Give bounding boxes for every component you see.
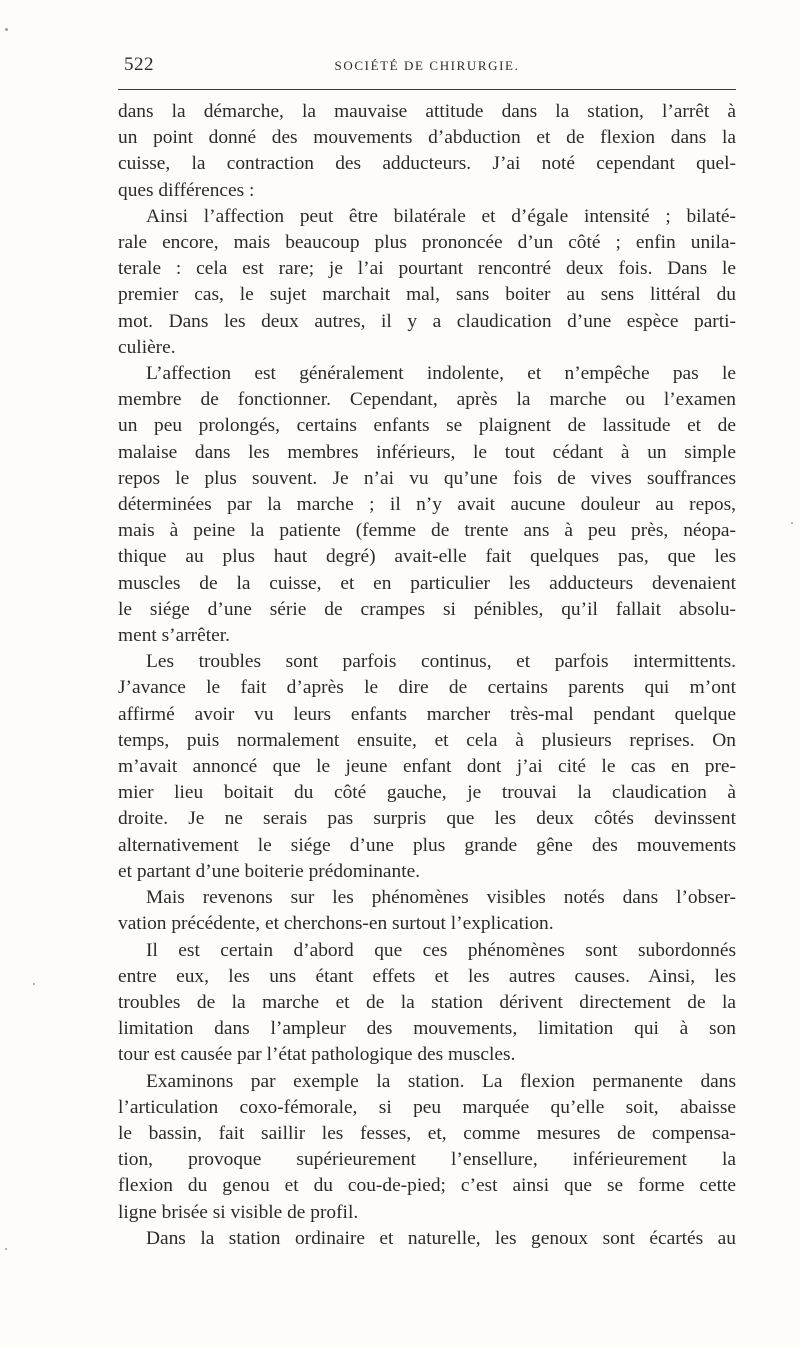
paragraph <box>118 1069 736 1226</box>
text-line: un peu prolongés, certains enfants se plaignent de lassitude et de <box>118 415 736 437</box>
text-line: muscles de la cuisse, et en particulier les adducteurs devenaient <box>118 572 736 594</box>
text-line: membre de fonctionner. Cependant, après la marche ou l’examen <box>118 389 736 411</box>
text-line: droite. Je ne serais pas surpris que les deux côtés devinssent <box>118 808 736 830</box>
text-line: limitation dans l’ampleur des mouvements, limitation qui à son <box>118 1018 736 1040</box>
text-line: tour est causée par l’état pathologique des muscles. <box>118 1044 516 1066</box>
paragraph <box>118 361 736 649</box>
text-line: l’articulation coxo-fémorale, si peu marquée qu’elle soit, abaisse <box>118 1096 736 1118</box>
text-line: entre eux, les uns étant effets et les autres causes. Ainsi, les <box>118 965 736 987</box>
text-line: cuisse, la contraction des adducteurs. J’ai noté cependant quel- <box>118 153 736 175</box>
text-line: rale encore, mais beaucoup plus prononcée d’un côté ; enfin unila- <box>118 232 736 254</box>
header-rule <box>118 89 736 90</box>
text-line: le siége d’une série de crampes si pénibles, qu’il fallait absolu- <box>118 598 736 620</box>
text-line: Examinons par exemple la station. La flexion permanente dans <box>146 1070 736 1092</box>
text-line: J’avance le fait d’après le dire de certains parents qui m’ont <box>118 677 736 699</box>
text-line: et partant d’une boiterie prédominante. <box>118 860 421 882</box>
text-line: déterminées par la marche ; il n’y avait aucune douleur au repos, <box>118 494 736 516</box>
text-line: ques différences : <box>118 179 255 201</box>
text-line: flexion du genou et du cou-de-pied; c’est ainsi que se forme cette <box>118 1175 736 1197</box>
print-speck <box>791 522 793 524</box>
paragraph <box>118 99 736 204</box>
page-number: 522 <box>124 54 154 75</box>
paragraph <box>118 885 736 937</box>
print-speck <box>33 983 35 985</box>
text-line: culière. <box>118 336 176 358</box>
text-line: dans la démarche, la mauvaise attitude dans la station, l’arrêt à <box>118 101 736 122</box>
text-line: ligne brisée si visible de profil. <box>118 1201 359 1223</box>
print-speck <box>5 28 8 31</box>
text-line: terale : cela est rare; je l’ai pourtant rencontré deux fois. Dans le <box>118 258 736 280</box>
paragraph <box>118 938 736 1069</box>
text-line: L’affection est généralement indolente, et n’empêche pas le <box>146 363 736 385</box>
text-line: temps, puis normalement ensuite, et cela à plusieurs reprises. On <box>118 729 736 751</box>
text-line: alternativement le siége d’une plus grande gêne des mouvements <box>118 834 736 856</box>
text-line: troubles de la marche et de la station dérivent directement de la <box>118 991 736 1013</box>
text-line: mot. Dans les deux autres, il y a claudication d’une espèce parti- <box>118 310 736 332</box>
text-line: Dans la station ordinaire et naturelle, les genoux sont écartés au <box>146 1227 736 1249</box>
text-line: le bassin, fait saillir les fesses, et, comme mesures de compensa- <box>118 1122 736 1144</box>
text-line: thique au plus haut degré) avait-elle fait quelques pas, que les <box>118 546 736 568</box>
text-line: mier lieu boitait du côté gauche, je trouvai la claudication à <box>118 782 736 804</box>
running-title: SOCIÉTÉ DE CHIRURGIE. <box>334 58 520 73</box>
paragraph <box>118 204 736 361</box>
text-line: vation précédente, et cherchons-en surtout l’explication. <box>118 913 554 935</box>
text-line: repos le plus souvent. Je n’ai vu qu’une fois de vives souffrances <box>118 467 736 489</box>
text-line: mais à peine la patiente (femme de trente ans à peu près, néopa- <box>118 520 736 542</box>
text-line: Il est certain d’abord que ces phénomènes sont subordonnés <box>146 939 736 961</box>
text-line: Les troubles sont parfois continus, et parfois intermittents. <box>146 651 736 673</box>
running-head <box>118 52 736 78</box>
text-line: m’avait annoncé que le jeune enfant dont j’ai cité le cas en pre- <box>118 756 736 778</box>
text-line: affirmé avoir vu leurs enfants marcher très-mal pendant quelque <box>118 703 736 725</box>
text-line: malaise dans les membres inférieurs, le tout cédant à un simple <box>118 441 736 463</box>
print-speck <box>5 1248 7 1250</box>
text-line: tion, provoque supérieurement l’ensellure, inférieurement la <box>118 1149 736 1171</box>
body-text <box>118 99 736 1252</box>
text-line: Ainsi l’affection peut être bilatérale et d’égale intensité ; bilaté- <box>146 205 736 227</box>
paragraph <box>118 649 736 885</box>
text-line: Mais revenons sur les phénomènes visibles notés dans l’obser- <box>146 887 736 909</box>
paragraph <box>118 1226 736 1252</box>
text-line: un point donné des mouvements d’abduction et de flexion dans la <box>118 127 736 149</box>
text-line: ment s’arrêter. <box>118 625 230 647</box>
text-line: premier cas, le sujet marchait mal, sans boiter au sens littéral du <box>118 284 736 306</box>
